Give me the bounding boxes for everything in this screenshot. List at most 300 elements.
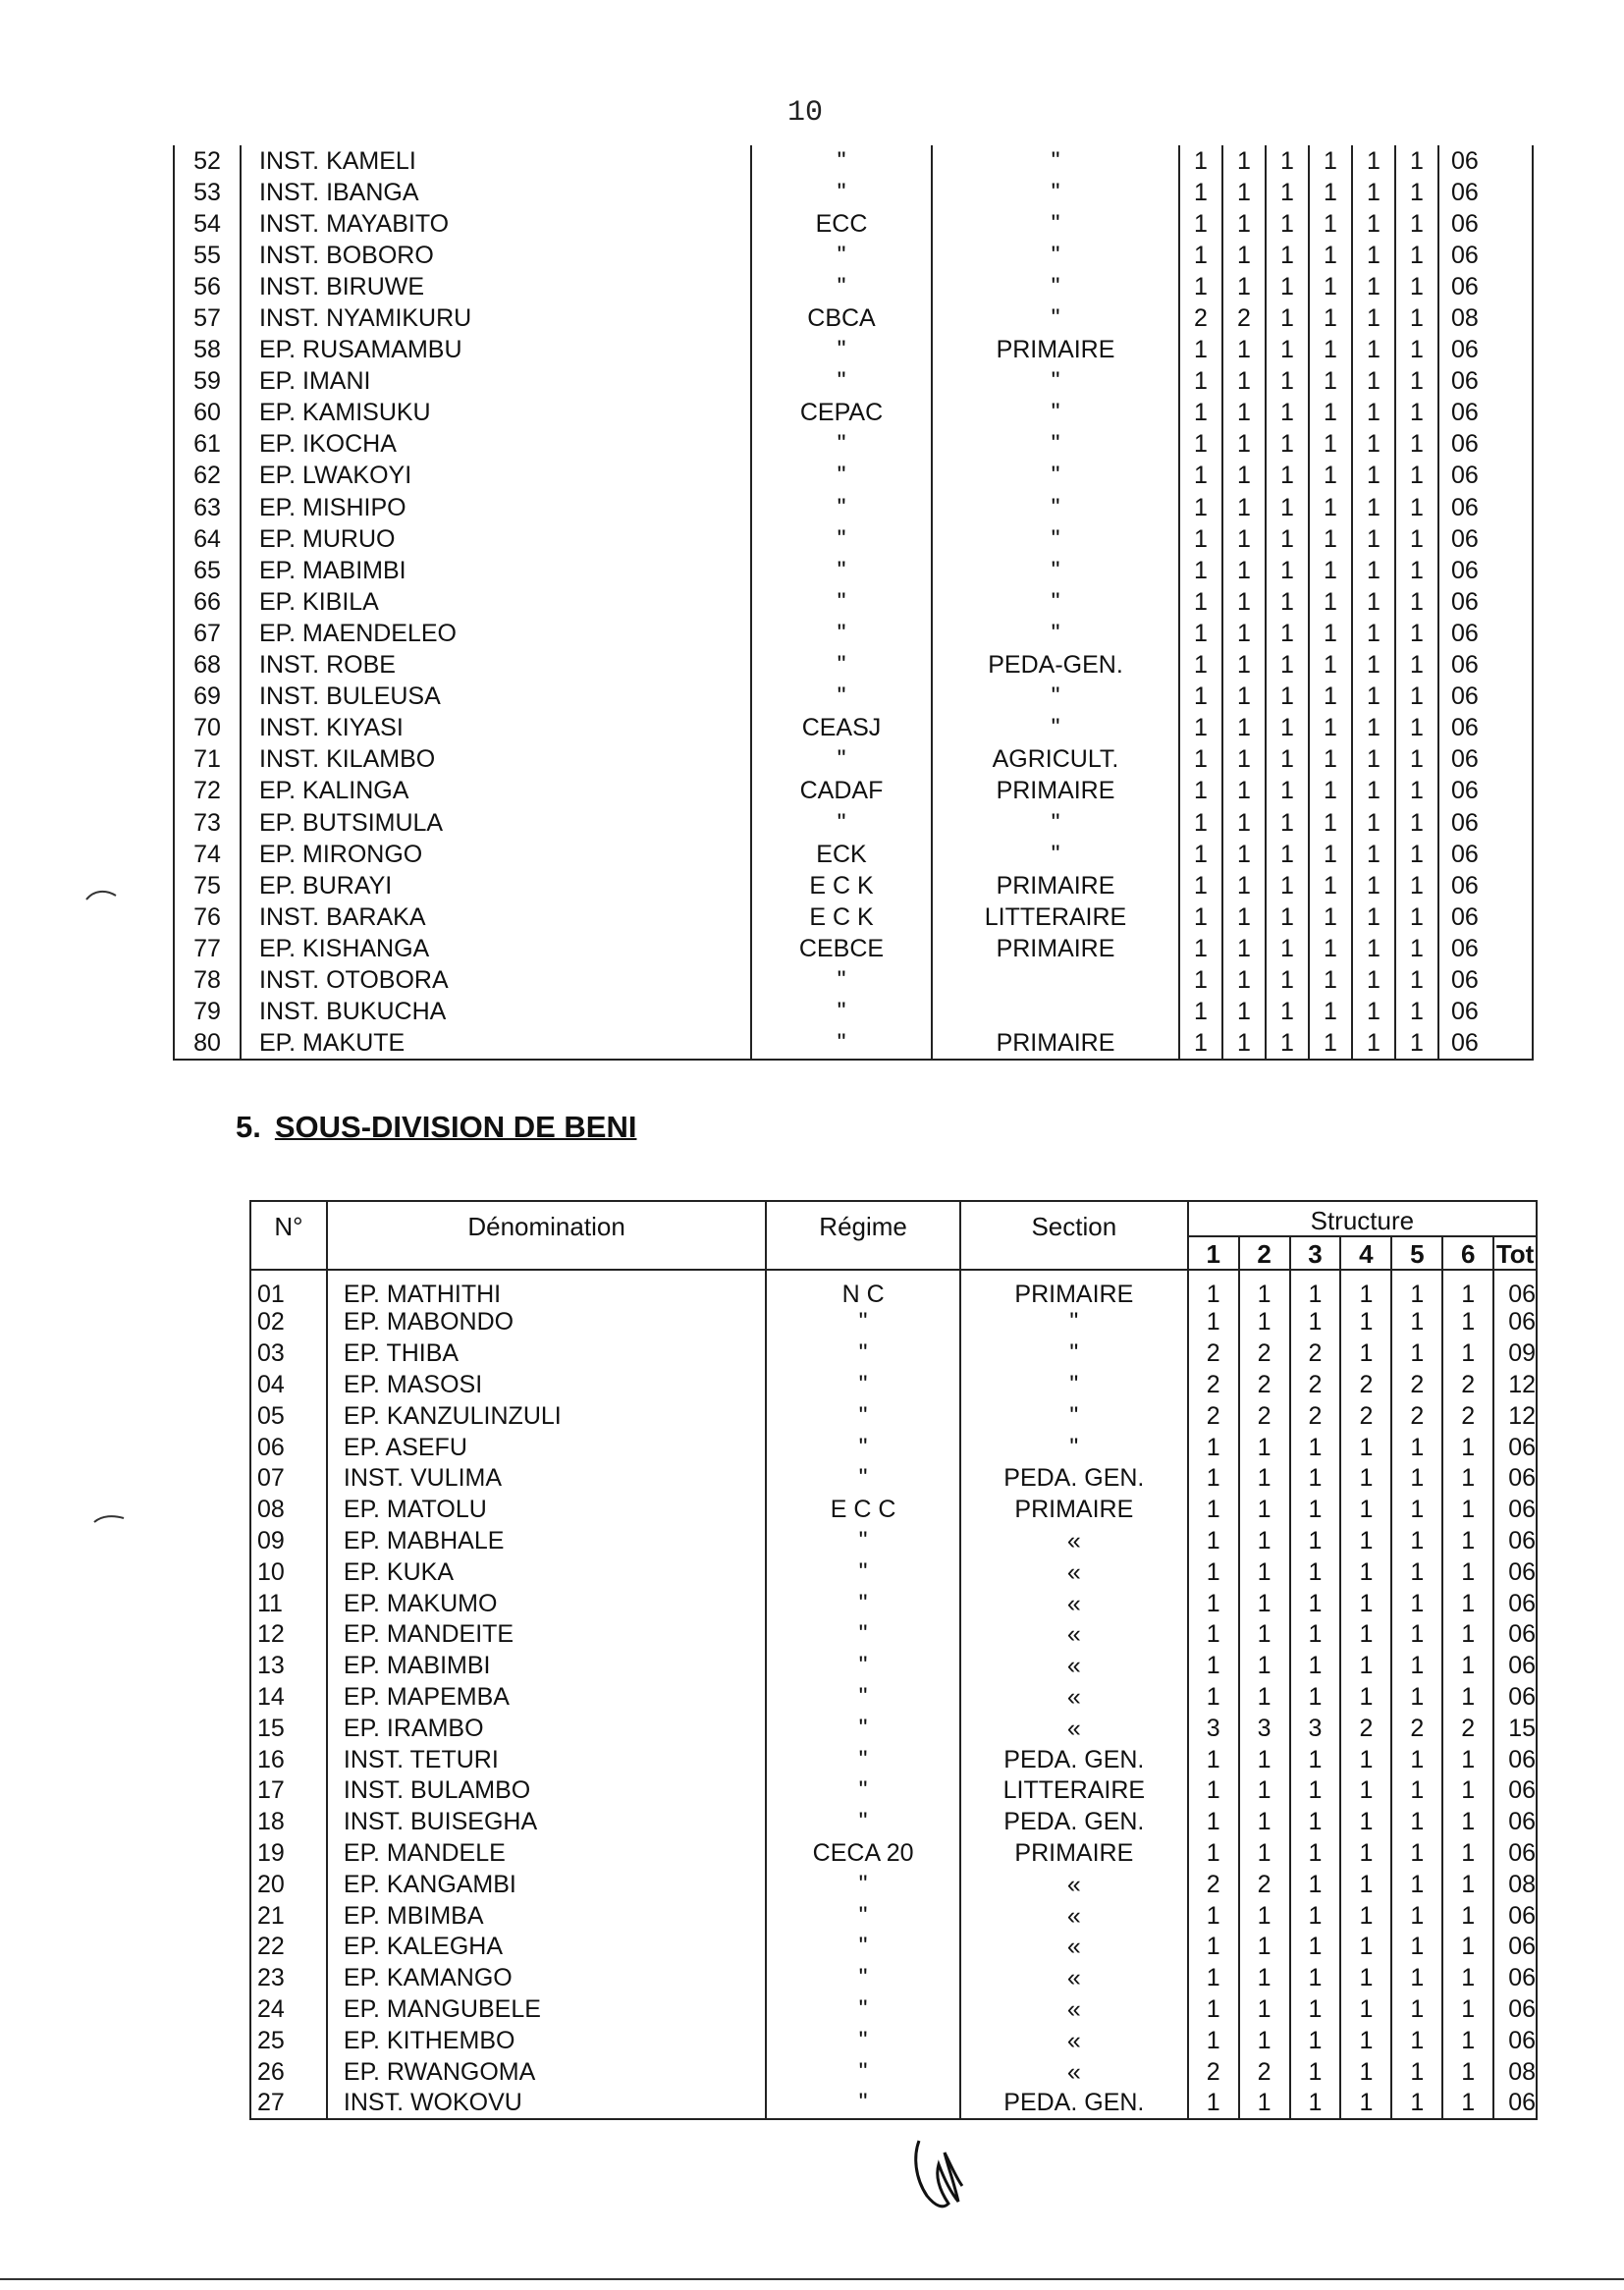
total-count: 06 — [1508, 1776, 1536, 1805]
grade-5-count: 1 — [1391, 1307, 1442, 1338]
grade-5-count: 1 — [1391, 1682, 1442, 1714]
grade-4-count: 1 — [1309, 618, 1352, 649]
row-number: 75 — [174, 870, 241, 901]
table-row — [250, 1400, 1537, 1432]
grade-3-count: 1 — [1266, 744, 1309, 776]
grade-3-count: 1 — [1290, 1900, 1341, 1932]
grade-2-count: 1 — [1239, 1463, 1290, 1495]
section-cell: " — [932, 682, 1179, 713]
regime-cell: E C K — [751, 870, 932, 901]
row-number: 13 — [250, 1651, 327, 1682]
grade-2-count: 1 — [1222, 177, 1266, 208]
row-number: 70 — [174, 713, 241, 744]
grade-1-count: 1 — [1179, 1028, 1222, 1060]
grade-5-count: 1 — [1352, 682, 1395, 713]
section-cell: " — [932, 429, 1179, 461]
grade-2-count: 1 — [1222, 776, 1266, 807]
row-number: 57 — [174, 302, 241, 334]
school-name: EP. KAMISUKU — [241, 398, 751, 429]
table-row — [250, 1338, 1537, 1370]
grade-3-count: 1 — [1266, 839, 1309, 870]
table-row — [174, 177, 1533, 208]
row-number: 06 — [250, 1432, 327, 1463]
grade-6-count: 1 — [1395, 271, 1438, 302]
grade-4-count: 1 — [1309, 901, 1352, 933]
grade-2-count: 1 — [1239, 1838, 1290, 1870]
regime-cell: " — [766, 1744, 960, 1775]
total-count: 06 — [1508, 1964, 1536, 1992]
grade-1-count: 2 — [1188, 1400, 1239, 1432]
table-row — [174, 555, 1533, 586]
grade-2-count: 2 — [1239, 1869, 1290, 1900]
grade-3-count: 1 — [1266, 335, 1309, 366]
grade-6-count: 1 — [1442, 1651, 1493, 1682]
school-name: EP. LWAKOYI — [241, 461, 751, 492]
grade-5-count: 1 — [1391, 1495, 1442, 1526]
total-count: 06 — [1451, 682, 1479, 711]
section-cell: « — [960, 2056, 1188, 2088]
grade-6-count: 1 — [1442, 2056, 1493, 2088]
grade-1-count: 2 — [1188, 2056, 1239, 2088]
signature-mark — [905, 2135, 976, 2213]
school-name: EP. THIBA — [327, 1338, 766, 1370]
grade-4-count: 1 — [1309, 240, 1352, 271]
row-number: 74 — [174, 839, 241, 870]
grade-6-count: 1 — [1395, 870, 1438, 901]
grade-1-count: 1 — [1179, 618, 1222, 649]
table-row — [250, 1526, 1537, 1557]
grade-3-count: 1 — [1290, 1495, 1341, 1526]
section-cell — [932, 997, 1179, 1028]
section-cell — [932, 964, 1179, 996]
grade-3-count: 1 — [1290, 1432, 1341, 1463]
grade-6-count: 1 — [1395, 366, 1438, 398]
grade-1-count: 1 — [1179, 807, 1222, 839]
grade-5-count: 1 — [1391, 1900, 1442, 1932]
total-count: 06 — [1451, 430, 1479, 459]
grade-5-count: 1 — [1391, 1775, 1442, 1807]
grade-3-count: 1 — [1266, 177, 1309, 208]
school-name: EP. MANDEITE — [327, 1619, 766, 1651]
grade-6-count: 1 — [1395, 1028, 1438, 1060]
school-name: EP. KISHANGA — [241, 933, 751, 964]
section-cell: LITTERAIRE — [960, 1775, 1188, 1807]
regime-cell: " — [751, 650, 932, 682]
grade-3-count: 1 — [1266, 776, 1309, 807]
grade-6-count: 1 — [1395, 586, 1438, 618]
total-count: 06 — [1508, 1838, 1536, 1867]
grade-6-count: 2 — [1442, 1713, 1493, 1744]
regime-cell: " — [751, 1028, 932, 1060]
table-row — [174, 870, 1533, 901]
grade-4-count: 1 — [1309, 271, 1352, 302]
grade-2-count: 1 — [1222, 1028, 1266, 1060]
grade-1-count: 1 — [1179, 997, 1222, 1028]
header-grade-1: 1 — [1188, 1236, 1239, 1270]
regime-cell: " — [766, 1775, 960, 1807]
section-cell: " — [932, 555, 1179, 586]
regime-cell: " — [766, 1869, 960, 1900]
grade-5-count: 1 — [1352, 1028, 1395, 1060]
grade-4-count: 1 — [1340, 1994, 1391, 2026]
grade-4-count: 1 — [1340, 1838, 1391, 1870]
grade-3-count: 1 — [1266, 870, 1309, 901]
school-name: INST. TETURI — [327, 1744, 766, 1775]
grade-3-count: 1 — [1266, 682, 1309, 713]
regime-cell: " — [766, 1963, 960, 1994]
grade-5-count: 1 — [1352, 776, 1395, 807]
regime-cell: " — [751, 429, 932, 461]
grade-5-count: 1 — [1391, 1869, 1442, 1900]
regime-cell: " — [766, 1307, 960, 1338]
regime-cell: " — [751, 492, 932, 523]
row-number: 61 — [174, 429, 241, 461]
grade-2-count: 1 — [1222, 366, 1266, 398]
section-cell: " — [932, 523, 1179, 555]
section-cell: PEDA. GEN. — [960, 2088, 1188, 2119]
grade-1-count: 1 — [1179, 650, 1222, 682]
grade-3-count: 1 — [1266, 901, 1309, 933]
grade-5-count: 1 — [1352, 839, 1395, 870]
grade-6-count: 1 — [1395, 555, 1438, 586]
total-count: 12 — [1508, 1370, 1536, 1398]
grade-1-count: 1 — [1188, 1932, 1239, 1963]
grade-2-count: 1 — [1239, 1682, 1290, 1714]
grade-2-count: 1 — [1239, 1775, 1290, 1807]
school-name: EP. MAENDELEO — [241, 618, 751, 649]
beni-schools-table-body — [250, 1270, 1537, 2119]
grade-1-count: 1 — [1188, 1838, 1239, 1870]
grade-3-count: 1 — [1266, 618, 1309, 649]
grade-4-count: 1 — [1309, 461, 1352, 492]
grade-3-count: 1 — [1290, 2056, 1341, 2088]
total-count: 06 — [1451, 1028, 1479, 1057]
grade-4-count: 2 — [1340, 1370, 1391, 1401]
grade-6-count: 1 — [1442, 1526, 1493, 1557]
grade-6-count: 1 — [1395, 744, 1438, 776]
section-cell: PRIMAIRE — [932, 933, 1179, 964]
section-cell: PRIMAIRE — [960, 1838, 1188, 1870]
grade-5-count: 1 — [1352, 145, 1395, 177]
grade-1-count: 1 — [1179, 586, 1222, 618]
grade-6-count: 1 — [1442, 1932, 1493, 1963]
total-count: 06 — [1451, 272, 1479, 300]
table-row — [174, 366, 1533, 398]
grade-1-count: 1 — [1179, 177, 1222, 208]
grade-6-count: 1 — [1442, 1270, 1493, 1307]
grade-1-count: 1 — [1188, 2025, 1239, 2056]
grade-2-count: 1 — [1222, 335, 1266, 366]
table-row — [250, 1994, 1537, 2026]
regime-cell: " — [751, 523, 932, 555]
grade-5-count: 1 — [1391, 1556, 1442, 1588]
grade-4-count: 1 — [1309, 807, 1352, 839]
section-title: SOUS-DIVISION DE BENI — [274, 1110, 637, 1144]
school-name: INST. MAYABITO — [241, 208, 751, 240]
grade-4-count: 1 — [1340, 1807, 1391, 1838]
grade-1-count: 1 — [1188, 1900, 1239, 1932]
grade-1-count: 1 — [1188, 1307, 1239, 1338]
regime-cell: " — [751, 555, 932, 586]
grade-1-count: 1 — [1179, 870, 1222, 901]
grade-2-count: 1 — [1222, 839, 1266, 870]
section-cell: " — [932, 807, 1179, 839]
school-name: INST. ROBE — [241, 650, 751, 682]
grade-3-count: 1 — [1290, 2025, 1341, 2056]
school-name: INST. BULAMBO — [327, 1775, 766, 1807]
school-name: EP. KANGAMBI — [327, 1869, 766, 1900]
section-cell: " — [932, 145, 1179, 177]
table-row — [174, 302, 1533, 334]
grade-3-count: 1 — [1290, 1994, 1341, 2026]
grade-2-count: 1 — [1222, 398, 1266, 429]
table-row — [174, 398, 1533, 429]
grade-4-count: 1 — [1340, 1338, 1391, 1370]
total-count: 06 — [1508, 1745, 1536, 1773]
row-number: 80 — [174, 1028, 241, 1060]
grade-1-count: 1 — [1179, 744, 1222, 776]
school-name: EP. KIBILA — [241, 586, 751, 618]
table-row — [250, 1744, 1537, 1775]
row-number: 76 — [174, 901, 241, 933]
grade-4-count: 1 — [1340, 1588, 1391, 1619]
grade-6-count: 1 — [1442, 1963, 1493, 1994]
grade-3-count: 1 — [1266, 429, 1309, 461]
total-count: 15 — [1508, 1714, 1536, 1742]
grade-5-count: 1 — [1391, 2088, 1442, 2119]
regime-cell: " — [751, 586, 932, 618]
total-count: 06 — [1508, 1433, 1536, 1461]
grade-1-count: 1 — [1188, 1495, 1239, 1526]
total-count: 06 — [1508, 1589, 1536, 1617]
table-row — [250, 1588, 1537, 1619]
grade-4-count: 1 — [1309, 744, 1352, 776]
school-name: INST. NYAMIKURU — [241, 302, 751, 334]
total-count: 06 — [1451, 399, 1479, 427]
school-name: EP. IMANI — [241, 366, 751, 398]
grade-6-count: 1 — [1442, 1869, 1493, 1900]
total-count: 06 — [1451, 934, 1479, 962]
grade-5-count: 1 — [1352, 807, 1395, 839]
grade-6-count: 1 — [1395, 807, 1438, 839]
grade-4-count: 1 — [1340, 1682, 1391, 1714]
grade-4-count: 1 — [1309, 523, 1352, 555]
grade-3-count: 1 — [1290, 1775, 1341, 1807]
grade-2-count: 1 — [1222, 429, 1266, 461]
grade-3-count: 1 — [1266, 240, 1309, 271]
grade-6-count: 1 — [1442, 1556, 1493, 1588]
table-row — [250, 1900, 1537, 1932]
regime-cell: " — [766, 1682, 960, 1714]
regime-cell: N C — [766, 1270, 960, 1307]
total-count: 06 — [1451, 777, 1479, 805]
row-number: 12 — [250, 1619, 327, 1651]
row-number: 71 — [174, 744, 241, 776]
table-row — [174, 208, 1533, 240]
grade-3-count: 1 — [1290, 1619, 1341, 1651]
row-number: 21 — [250, 1900, 327, 1932]
grade-3-count: 1 — [1290, 1463, 1341, 1495]
grade-3-count: 1 — [1266, 555, 1309, 586]
grade-1-count: 2 — [1188, 1869, 1239, 1900]
table-row — [174, 776, 1533, 807]
grade-2-count: 1 — [1239, 1807, 1290, 1838]
grade-3-count: 1 — [1266, 302, 1309, 334]
grade-5-count: 1 — [1352, 461, 1395, 492]
table-row — [174, 429, 1533, 461]
total-count: 06 — [1451, 493, 1479, 521]
grade-5-count: 1 — [1391, 1744, 1442, 1775]
grade-6-count: 1 — [1395, 461, 1438, 492]
grade-2-count: 1 — [1222, 807, 1266, 839]
grade-6-count: 2 — [1442, 1370, 1493, 1401]
school-name: INST. KAMELI — [241, 145, 751, 177]
school-name: EP. MAKUMO — [327, 1588, 766, 1619]
table-row — [174, 335, 1533, 366]
grade-4-count: 1 — [1340, 1432, 1391, 1463]
table-row — [250, 1713, 1537, 1744]
row-number: 27 — [250, 2088, 327, 2119]
school-name: EP. MBIMBA — [327, 1900, 766, 1932]
grade-6-count: 1 — [1442, 2025, 1493, 2056]
total-count: 09 — [1508, 1339, 1536, 1368]
grade-1-count: 1 — [1179, 461, 1222, 492]
grade-6-count: 1 — [1395, 145, 1438, 177]
grade-4-count: 1 — [1340, 1526, 1391, 1557]
row-number: 58 — [174, 335, 241, 366]
grade-5-count: 1 — [1352, 933, 1395, 964]
grade-1-count: 1 — [1179, 933, 1222, 964]
total-count: 06 — [1451, 241, 1479, 269]
grade-5-count: 1 — [1391, 1838, 1442, 1870]
row-number: 14 — [250, 1682, 327, 1714]
regime-cell: " — [766, 1338, 960, 1370]
grade-6-count: 1 — [1395, 618, 1438, 649]
grade-5-count: 1 — [1391, 1807, 1442, 1838]
grade-4-count: 1 — [1309, 997, 1352, 1028]
grade-4-count: 1 — [1340, 1556, 1391, 1588]
school-name: EP. MABONDO — [327, 1307, 766, 1338]
regime-cell: " — [766, 1994, 960, 2026]
table-row — [250, 2025, 1537, 2056]
regime-cell: " — [751, 682, 932, 713]
grade-3-count: 2 — [1290, 1338, 1341, 1370]
header-section: Section — [960, 1201, 1188, 1270]
grade-6-count: 1 — [1442, 1588, 1493, 1619]
section-cell: PRIMAIRE — [960, 1495, 1188, 1526]
grade-6-count: 1 — [1442, 1432, 1493, 1463]
row-number: 01 — [250, 1270, 327, 1307]
table-row — [174, 901, 1533, 933]
grade-3-count: 1 — [1290, 1807, 1341, 1838]
grade-2-count: 1 — [1239, 1932, 1290, 1963]
table-row — [250, 1432, 1537, 1463]
grade-2-count: 1 — [1222, 586, 1266, 618]
grade-5-count: 1 — [1391, 2056, 1442, 2088]
grade-5-count: 1 — [1391, 1463, 1442, 1495]
row-number: 08 — [250, 1495, 327, 1526]
grade-1-count: 1 — [1179, 523, 1222, 555]
grade-2-count: 1 — [1222, 618, 1266, 649]
grade-1-count: 1 — [1188, 1432, 1239, 1463]
section-cell: « — [960, 1869, 1188, 1900]
grade-3-count: 1 — [1266, 650, 1309, 682]
grade-5-count: 1 — [1391, 1526, 1442, 1557]
grade-1-count: 2 — [1179, 302, 1222, 334]
total-count: 12 — [1508, 1401, 1536, 1430]
row-number: 03 — [250, 1338, 327, 1370]
regime-cell: " — [751, 145, 932, 177]
total-count: 06 — [1508, 1526, 1536, 1554]
grade-1-count: 1 — [1188, 2088, 1239, 2119]
regime-cell: " — [751, 997, 932, 1028]
row-number: 17 — [250, 1775, 327, 1807]
grade-6-count: 1 — [1442, 1307, 1493, 1338]
total-count: 08 — [1451, 304, 1479, 333]
section-cell: AGRICULT. — [932, 744, 1179, 776]
grade-6-count: 1 — [1395, 682, 1438, 713]
regime-cell: CEASJ — [751, 713, 932, 744]
grade-1-count: 1 — [1188, 1744, 1239, 1775]
grade-3-count: 1 — [1266, 933, 1309, 964]
school-name: INST. KILAMBO — [241, 744, 751, 776]
grade-1-count: 1 — [1179, 335, 1222, 366]
grade-2-count: 1 — [1222, 555, 1266, 586]
grade-1-count: 1 — [1179, 555, 1222, 586]
section-cell: " — [960, 1338, 1188, 1370]
table-row — [250, 1932, 1537, 1963]
grade-6-count: 1 — [1442, 2088, 1493, 2119]
table-row — [250, 2088, 1537, 2119]
grade-2-count: 1 — [1222, 461, 1266, 492]
grade-4-count: 1 — [1309, 1028, 1352, 1060]
grade-5-count: 2 — [1391, 1713, 1442, 1744]
grade-2-count: 1 — [1239, 1619, 1290, 1651]
school-name: EP. BURAYI — [241, 870, 751, 901]
grade-6-count: 1 — [1395, 650, 1438, 682]
section-cell: PEDA. GEN. — [960, 1744, 1188, 1775]
section-number: 5. — [236, 1110, 261, 1144]
grade-4-count: 1 — [1309, 145, 1352, 177]
school-name: EP. MAKUTE — [241, 1028, 751, 1060]
grade-1-count: 3 — [1188, 1713, 1239, 1744]
school-name: EP. BUTSIMULA — [241, 807, 751, 839]
grade-2-count: 1 — [1222, 682, 1266, 713]
grade-1-count: 1 — [1179, 429, 1222, 461]
row-number: 10 — [250, 1556, 327, 1588]
regime-cell: " — [766, 1713, 960, 1744]
section-cell: LITTERAIRE — [932, 901, 1179, 933]
regime-cell: " — [766, 1556, 960, 1588]
school-name: EP. MASOSI — [327, 1370, 766, 1401]
grade-2-count: 1 — [1222, 997, 1266, 1028]
grade-3-count: 1 — [1290, 1556, 1341, 1588]
grade-4-count: 1 — [1309, 555, 1352, 586]
grade-4-count: 1 — [1309, 650, 1352, 682]
grade-4-count: 1 — [1340, 1495, 1391, 1526]
grade-6-count: 1 — [1395, 335, 1438, 366]
row-number: 16 — [250, 1744, 327, 1775]
grade-4-count: 1 — [1309, 429, 1352, 461]
grade-5-count: 1 — [1352, 901, 1395, 933]
grade-1-count: 1 — [1188, 1270, 1239, 1307]
school-name: INST. BUISEGHA — [327, 1807, 766, 1838]
grade-5-count: 1 — [1391, 2025, 1442, 2056]
grade-4-count: 1 — [1340, 1744, 1391, 1775]
row-number: 18 — [250, 1807, 327, 1838]
grade-4-count: 1 — [1340, 1270, 1391, 1307]
grade-5-count: 1 — [1352, 713, 1395, 744]
